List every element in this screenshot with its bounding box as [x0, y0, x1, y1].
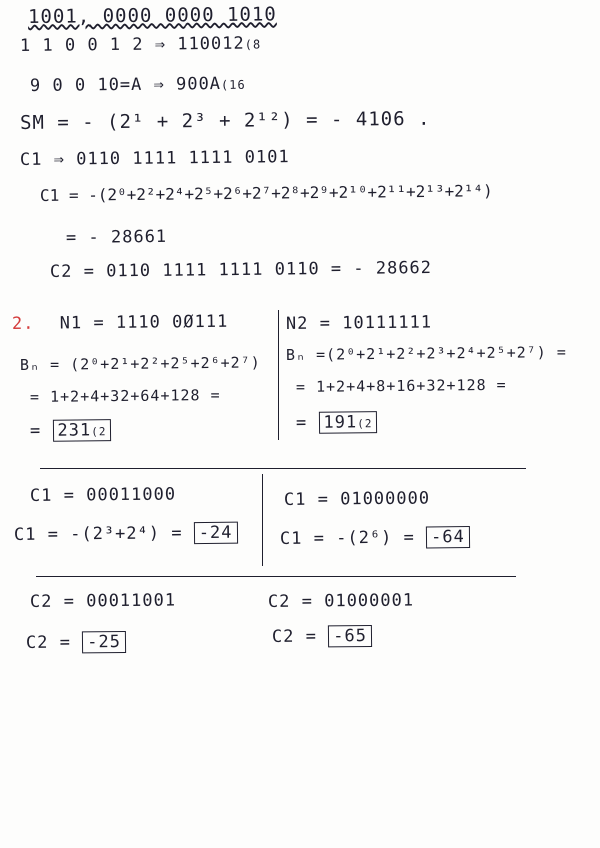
section3-left-c2-line [30, 590, 176, 612]
equals-sign: = [295, 412, 308, 433]
left-c1-expansion: C1 = -(2³+2⁴) = [13, 523, 183, 545]
binary-grouping-line [28, 3, 277, 28]
right-c1-expansion: C1 = -(2⁶) = [279, 527, 415, 549]
section2-left-b2-line [30, 386, 221, 406]
n1-text: N1 = 1110 0Ø111 [59, 311, 229, 334]
section2-right-b1-line [286, 343, 567, 364]
divider-1 [40, 468, 526, 469]
section2-right-b2-line [296, 376, 507, 396]
section3-right-c1-line [284, 488, 430, 510]
right-c2-label: C2 = [271, 626, 318, 647]
equals-sign: = [29, 420, 42, 441]
sm-value-text: SM = - (2¹ + 2³ + 2¹²) = - 4106 . [19, 107, 431, 134]
section2-right-n-line [286, 312, 432, 334]
n2-expansion-text: Bₙ =(2⁰+2¹+2²+2³+2⁴+2⁵+2⁷) = [285, 343, 567, 364]
sm-value-line [20, 108, 431, 134]
section3-left-c1b-line [14, 522, 238, 546]
left-c2-binary: C2 = 00011001 [29, 590, 177, 612]
section3-divider [262, 474, 263, 566]
section3-right-c2-line [268, 590, 414, 612]
c2-line [50, 258, 432, 282]
right-c2-binary: C2 = 01000001 [267, 590, 415, 612]
section2-left-b1-line [20, 353, 261, 374]
n2-result-box [318, 411, 377, 434]
section-number: 2. [11, 313, 35, 334]
right-c1-binary: C1 = 01000000 [283, 488, 431, 510]
right-c1-result-box: -64 [426, 526, 470, 548]
hex-digits-text: 9 0 0 10=A ⇒ 900A [29, 74, 222, 96]
section3-left-c2b-line [26, 631, 126, 654]
section2-left-n-line [12, 312, 228, 334]
c1-result-text: = - 28661 [65, 226, 168, 248]
n1-result-base: (2 [91, 425, 107, 439]
hex-base-subscript: (16 [220, 77, 246, 92]
c2-text: C2 = 0110 1111 1111 0110 = - 28662 [49, 258, 433, 282]
c1-binary-text: C1 ⇒ 0110 1111 1111 0101 [19, 147, 290, 170]
right-c2-result-box: -65 [328, 625, 372, 647]
binary-number-text: 1001, 0000 0000 1010 [27, 3, 277, 28]
c1-expansion-line [40, 181, 493, 205]
n1-result-box [52, 419, 111, 442]
n2-sum-text: = 1+2+4+8+16+32+128 = [295, 375, 507, 396]
section2-left-b3-line [30, 419, 112, 442]
left-c1-result-box: -24 [194, 522, 238, 544]
section2-right-b3-line [296, 411, 378, 434]
n2-result-base: (2 [357, 417, 373, 431]
n1-sum-text: = 1+2+4+32+64+128 = [29, 386, 221, 406]
c1-result-line [66, 227, 167, 248]
c1-binary-line [20, 147, 290, 170]
octal-base-subscript: (8 [244, 37, 262, 52]
n2-result-value: 191 [323, 412, 358, 433]
n2-text: N2 = 10111111 [285, 312, 433, 334]
section3-right-c2b-line [272, 625, 372, 648]
n1-result-value: 231 [57, 420, 92, 441]
octal-conversion-line [20, 33, 261, 56]
section3-right-c1b-line [280, 526, 470, 550]
octal-digits-text: 1 1 0 0 1 2 ⇒ 110012 [19, 33, 245, 56]
n1-expansion-text: Bₙ = (2⁰+2¹+2²+2⁵+2⁶+2⁷) [19, 353, 261, 374]
c1-expansion-text: C1 = -(2⁰+2²+2⁴+2⁵+2⁶+2⁷+2⁸+2⁹+2¹⁰+2¹¹+2¹³+2¹⁴) [39, 181, 493, 205]
hex-conversion-line [30, 74, 246, 96]
section2-divider [278, 310, 279, 440]
divider-2 [36, 576, 516, 577]
left-c2-result-box: -25 [82, 631, 126, 653]
left-c1-binary: C1 = 00011000 [29, 484, 177, 506]
left-c2-label: C2 = [25, 632, 72, 653]
section3-left-c1-line [30, 484, 176, 506]
